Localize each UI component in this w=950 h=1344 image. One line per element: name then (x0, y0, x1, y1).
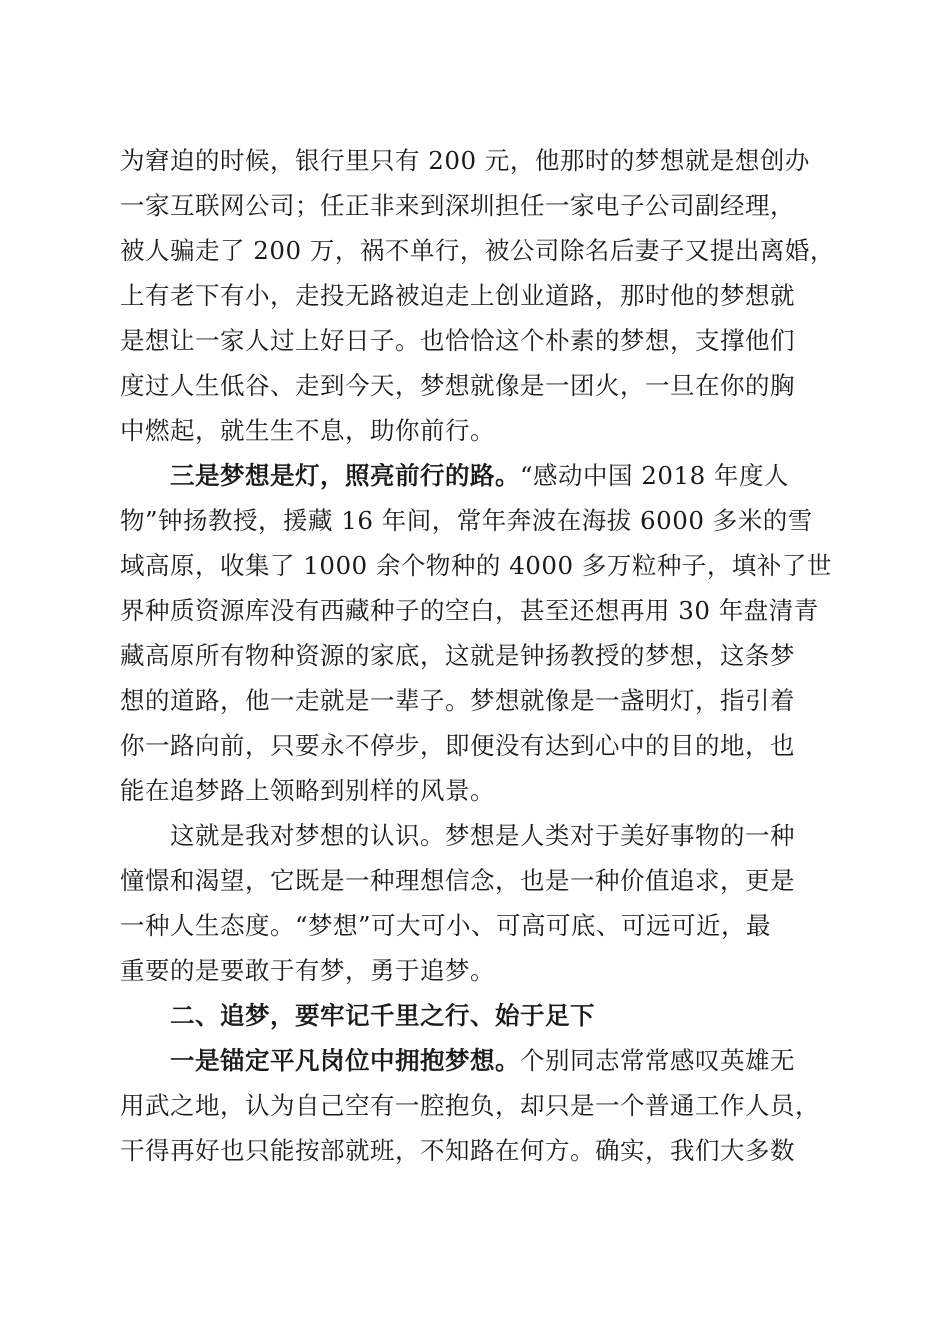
paragraph-line: 物”钟扬教授，援藏 16 年间，常年奔波在海拔 6000 多米的雪 (120, 506, 813, 535)
paragraph-line: 用武之地，认为自己空有一腔抱负，却只是一个普通工作人员， (120, 1091, 820, 1120)
paragraph-3 (120, 813, 832, 993)
paragraph-line: 憧憬和渴望，它既是一种理想信念，也是一种价值追求，更是 (120, 866, 795, 895)
paragraph-line: 想的道路，他一走就是一辈子。梦想就像是一盏明灯，指引着 (120, 686, 795, 715)
paragraph-line: 域高原，收集了 1000 余个物种的 4000 多万粒种子，填补了世 (120, 551, 832, 580)
paragraph-line: 藏高原所有物种资源的家底，这就是钟扬教授的梦想，这条梦 (120, 641, 795, 670)
paragraph-first-line (120, 453, 832, 498)
paragraph-line: 重要的是要敢于有梦，勇于追梦。 (120, 956, 495, 985)
paragraph-line: 界种质资源库没有西藏种子的空白，甚至还想再用 30 年盘清青 (120, 596, 819, 625)
paragraph-2 (120, 453, 832, 813)
paragraph-line: 一家互联网公司；任正非来到深圳担任一家电子公司副经理， (120, 191, 795, 220)
paragraph-1 (120, 138, 835, 453)
paragraph-line: 是想让一家人过上好日子。也恰恰这个朴素的梦想，支撑他们 (120, 326, 795, 355)
paragraph-line: 干得再好也只能按部就班，不知路在何方。确实，我们大多数 (120, 1136, 795, 1165)
paragraph-line-rest: “感动中国 2018 年度人 (520, 461, 789, 490)
paragraph-line: 你一路向前，只要永不停步，即便没有达到心中的目的地，也 (120, 731, 795, 760)
paragraph-line: 上有老下有小，走投无路被迫走上创业道路，那时他的梦想就 (120, 281, 795, 310)
paragraph-line: 一种人生态度。“梦想”可大可小、可高可底、可远可近，最 (120, 911, 772, 940)
section-heading-block (120, 993, 832, 1038)
paragraph-lead: 一是锚定平凡岗位中拥抱梦想。 (170, 1046, 520, 1075)
paragraph-line: 被人骗走了 200 万，祸不单行，被公司除名后妻子又提出离婚， (120, 236, 835, 265)
paragraph-line: 中燃起，就生生不息，助你前行。 (120, 416, 495, 445)
paragraph-first-line (120, 1038, 832, 1083)
paragraph-4 (120, 1038, 832, 1173)
paragraph-line-rest: 个别同志常常感叹英雄无 (520, 1046, 795, 1075)
paragraph-lead: 三是梦想是灯，照亮前行的路。 (170, 461, 520, 490)
paragraph-line: 为窘迫的时候，银行里只有 200 元，他那时的梦想就是想创办 (120, 146, 810, 175)
paragraph-first-line: 这就是我对梦想的认识。梦想是人类对于美好事物的一种 (170, 821, 795, 850)
section-heading: 二、追梦，要牢记千里之行、始于足下 (170, 1001, 595, 1030)
paragraph-line: 度过人生低谷、走到今天，梦想就像是一团火，一旦在你的胸 (120, 371, 795, 400)
paragraph-line: 能在追梦路上领略到别样的风景。 (120, 776, 495, 805)
